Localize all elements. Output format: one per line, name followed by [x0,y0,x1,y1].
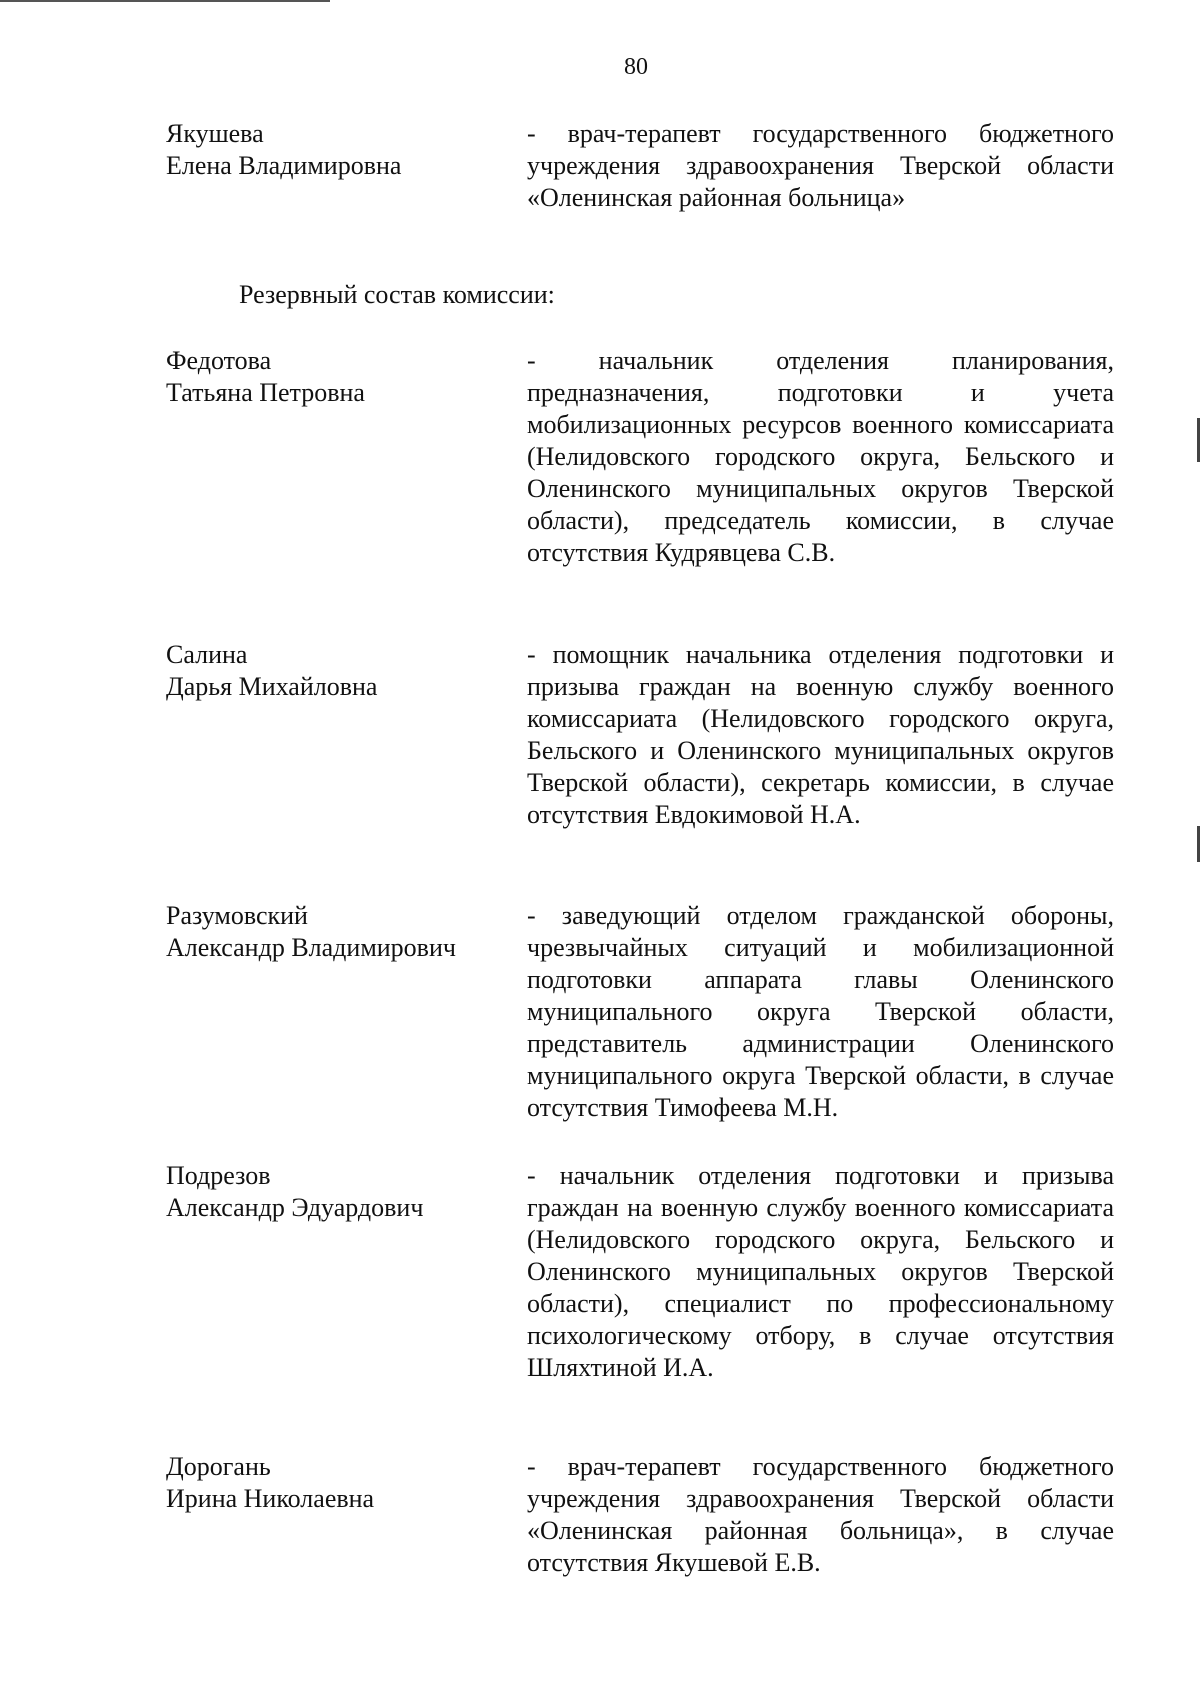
member-surname: Якушева [166,119,264,148]
reserve-heading: Резервный состав комиссии: [239,280,555,309]
member-role: - врач-терапевт государственного бюджетного учреждения здравоохранения Тверской области «Оленинская районная больница», в случае отсутствия Якушевой Е.В. [527,1452,1114,1577]
member-given-names: Ирина Николаевна [166,1484,375,1513]
member-name [166,1451,506,1515]
member-given-names: Дарья Михайловна [166,672,378,701]
member-name [166,900,506,964]
member-name [166,639,506,703]
member-surname: Федотова [166,346,272,375]
member-given-names: Александр Владимирович [166,933,456,962]
member-surname: Разумовский [166,901,308,930]
member-given-names: Елена Владимировна [166,151,402,180]
member-role: - начальник отделения планирования, предназначения, подготовки и учета мобилизационных ресурсов военного комиссариата (Нелидовского городского округа, Бельского и Оленинского муниципальных округов Тверской области), председатель комиссии, в случае отсутствия Кудрявцева С.В. [527,346,1114,567]
member-name [166,118,506,182]
member-role: - заведующий отделом гражданской обороны, чрезвычайных ситуаций и мобилизационной подготовки аппарата главы Оленинского муниципального округа Тверской области, представитель администрации Оленинского муниципального округа Тверской области, в случае отсутствия Тимофеева М.Н. [527,901,1114,1122]
page-number: 80 [624,54,648,80]
member-role: - помощник начальника отделения подготовки и призыва граждан на военную службу военного комиссариата (Нелидовского городского округа, Бельского и Оленинского муниципальных округов Тверской области), секретарь комиссии, в случае отсутствия Евдокимовой Н.А. [527,640,1114,829]
member-role: - начальник отделения подготовки и призыва граждан на военную службу военного комиссариата (Нелидовского городского округа, Бельского и Оленинского муниципальных округов Тверской области), специалист по профессиональному психологическому отбору, в случае отсутствия Шляхтиной И.А. [527,1161,1114,1382]
scan-edge-line [0,0,330,2]
member-surname: Подрезов [166,1161,271,1190]
member-name [166,345,506,409]
member-surname: Дорогань [166,1452,271,1481]
member-name [166,1160,506,1224]
member-given-names: Александр Эдуардович [166,1193,424,1222]
member-given-names: Татьяна Петровна [166,378,365,407]
member-role: - врач-терапевт государственного бюджетного учреждения здравоохранения Тверской области «Оленинская районная больница» [527,119,1114,212]
member-surname: Салина [166,640,248,669]
